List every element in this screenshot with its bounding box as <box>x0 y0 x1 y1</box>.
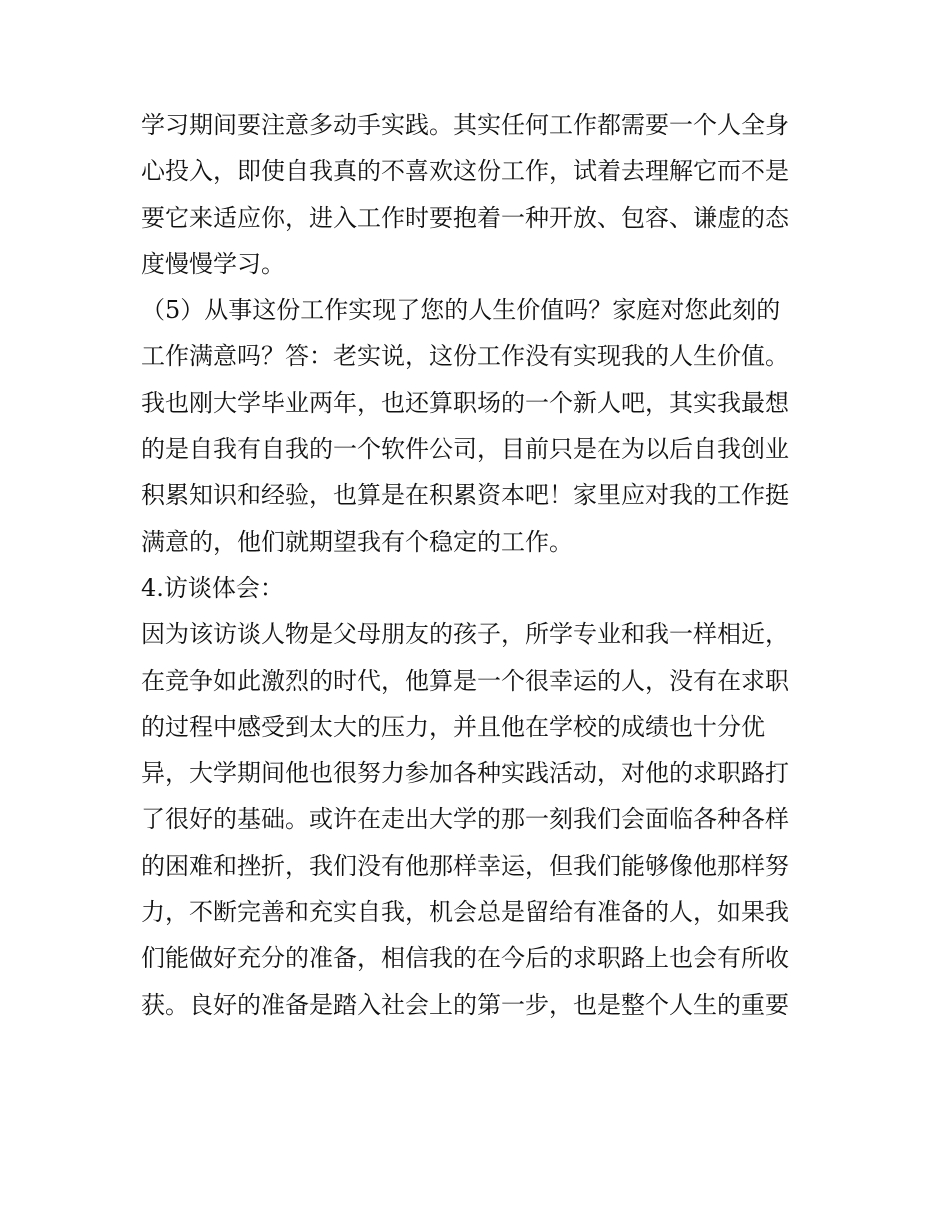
text-line-9: 积累知识和经验，也算是在积累资本吧！家里应对我的工作挺 <box>141 481 789 510</box>
text-line-7: 我也刚大学毕业两年，也还算职场的一个新人吧，其实我最想 <box>141 388 789 417</box>
text-line-6: 工作满意吗？答：老实说，这份工作没有实现我的人生价值。 <box>141 342 789 371</box>
text-line-17: 的困难和挫折，我们没有他那样幸运，但我们能够像他那样努 <box>141 851 789 880</box>
text-line-19: 们能做好充分的准备，相信我的在今后的求职路上也会有所收 <box>141 944 789 973</box>
text-line-3: 要它来适应你，进入工作时要抱着一种开放、包容、谦虚的态 <box>141 203 789 232</box>
text-line-13: 在竞争如此激烈的时代，他算是一个很幸运的人，没有在求职 <box>141 666 789 695</box>
text-line-18: 力，不断完善和充实自我，机会总是留给有准备的人，如果我 <box>141 898 789 927</box>
text-line-12: 因为该访谈人物是父母朋友的孩子，所学专业和我一样相近， <box>141 620 789 649</box>
text-line-2: 心投入，即使自我真的不喜欢这份工作，试着去理解它而不是 <box>141 157 789 186</box>
text-line-14: 的过程中感受到太大的压力，并且他在学校的成绩也十分优 <box>141 712 765 741</box>
text-line-15: 异，大学期间他也很努力参加各种实践活动，对他的求职路打 <box>141 759 789 788</box>
text-line-5: （5）从事这份工作实现了您的人生价值吗？家庭对您此刻的 <box>141 296 781 325</box>
document-body <box>141 102 831 1028</box>
text-line-1: 学习期间要注意多动手实践。其实任何工作都需要一个人全身 <box>141 111 789 139</box>
section-heading: 4.访谈体会： <box>141 573 284 602</box>
text-line-10: 满意的，他们就期望我有个稳定的工作。 <box>141 527 573 556</box>
text-line-8: 的是自我有自我的一个软件公司，目前只是在为以后自我创业 <box>141 435 789 464</box>
text-line-4: 度慢慢学习。 <box>141 249 285 278</box>
text-line-20: 获。良好的准备是踏入社会上的第一步，也是整个人生的重要 <box>141 990 789 1019</box>
text-line-16: 了很好的基础。或许在走出大学的那一刻我们会面临各种各样 <box>141 805 789 834</box>
